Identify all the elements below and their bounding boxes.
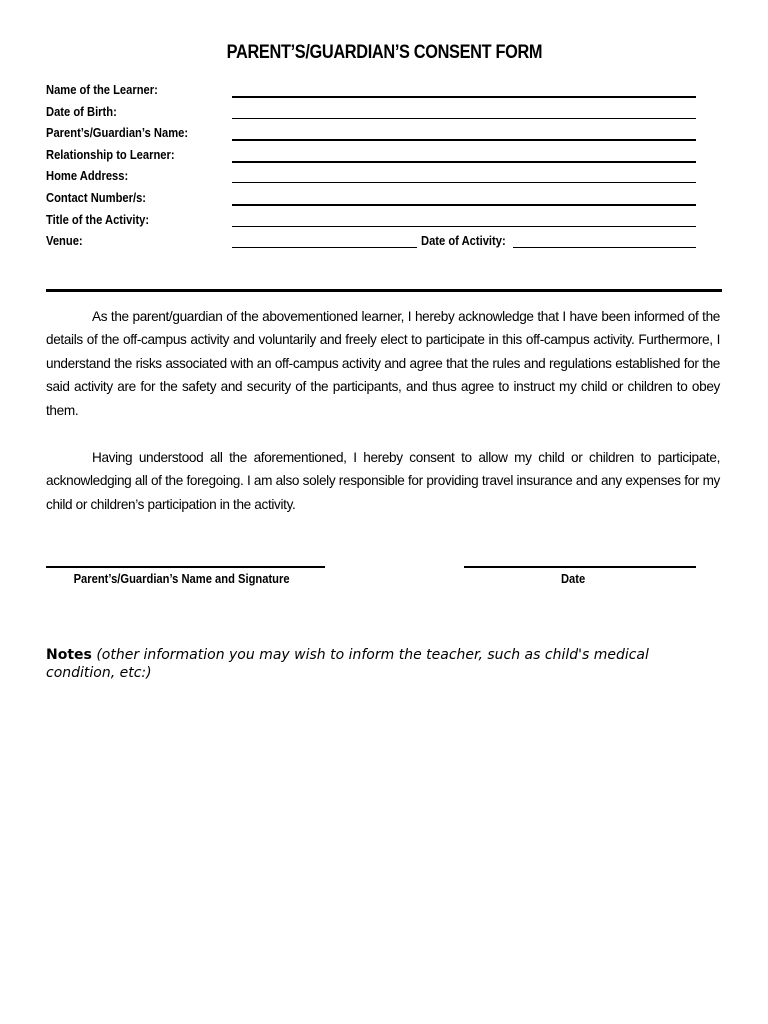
date-caption xyxy=(464,571,682,586)
home-address-label: Home Address: xyxy=(46,168,129,183)
consent-text: Having understood all the aforementioned, I hereby consent to allow my child or children to participate, acknowledging all of the foregoing. I am also solely responsible for providing travel insurance and any expenses for my child or children’s participation in the activity. xyxy=(46,450,720,512)
activity-title-line[interactable] xyxy=(232,226,696,227)
date-of-activity-line[interactable] xyxy=(513,247,696,248)
home-address-line[interactable] xyxy=(232,182,696,183)
relationship-label: Relationship to Learner: xyxy=(46,147,175,162)
consent-paragraph xyxy=(46,446,720,516)
relationship-line[interactable] xyxy=(232,161,696,163)
date-of-activity-label: Date of Activity: xyxy=(421,233,506,248)
contact-number-line[interactable] xyxy=(232,204,696,206)
guardian-name-label: Parent’s/Guardian’s Name: xyxy=(46,125,189,140)
learner-name-field[interactable] xyxy=(46,82,696,102)
signature-line[interactable] xyxy=(46,566,325,568)
form-title-text: PARENT’S/GUARDIAN’S CONSENT FORM xyxy=(226,42,542,63)
notes-section xyxy=(46,646,706,682)
relationship-field[interactable] xyxy=(46,147,696,167)
contact-number-field[interactable] xyxy=(46,190,696,210)
learner-name-line[interactable] xyxy=(232,96,696,98)
guardian-name-line[interactable] xyxy=(232,139,696,141)
contact-number-label: Contact Number/s: xyxy=(46,190,147,205)
section-divider xyxy=(46,289,722,292)
signature-caption xyxy=(46,571,317,586)
date-of-birth-line[interactable] xyxy=(232,118,696,119)
date-of-birth-label: Date of Birth: xyxy=(46,104,117,119)
acknowledgement-paragraph xyxy=(46,305,720,422)
learner-name-label: Name of the Learner: xyxy=(46,82,158,97)
venue-line[interactable] xyxy=(232,247,417,248)
notes-hint: (other information you may wish to inform the teacher, such as child's medical condition, etc:) xyxy=(46,647,649,681)
signature-label: Parent’s/Guardian’s Name and Signature xyxy=(73,571,290,586)
date-signature-line[interactable] xyxy=(464,566,696,568)
acknowledgement-text: As the parent/guardian of the abovementioned learner, I hereby acknowledge that I have been informed of the details of the off-campus activity and voluntarily and freely elect to participate in this off-campus activity. Furthermore, I understand the risks associated with an off-campus activity and agree that the rules and regulations established for the said activity are for the safety and security of the participants, and thus agree to instruct my child or children to obey them. xyxy=(46,309,720,418)
venue-label: Venue: xyxy=(46,233,83,248)
notes-label: Notes xyxy=(46,647,92,663)
guardian-name-field[interactable] xyxy=(46,125,696,145)
home-address-field[interactable] xyxy=(46,168,696,188)
activity-title-field[interactable] xyxy=(46,212,696,232)
venue-field[interactable] xyxy=(46,233,696,253)
date-label: Date xyxy=(560,571,586,586)
activity-title-label: Title of the Activity: xyxy=(46,212,150,227)
form-title xyxy=(0,42,768,64)
date-of-birth-field[interactable] xyxy=(46,104,696,124)
